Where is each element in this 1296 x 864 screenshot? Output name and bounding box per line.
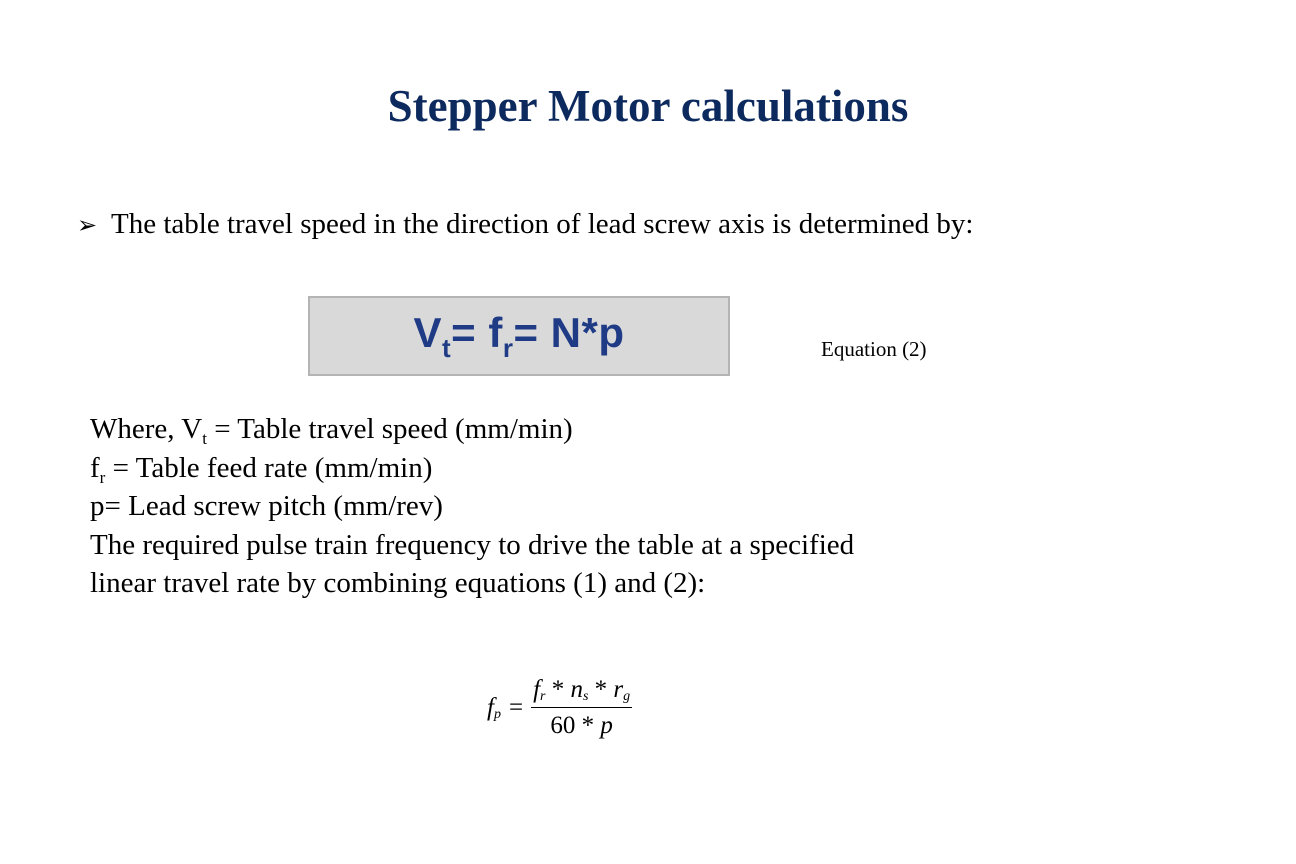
arrowhead-bullet-icon: ➢ [77,213,98,239]
formula-denominator: 60 * p [550,712,613,739]
explanation-line-2: linear travel rate by combining equations (1) and (2): [90,567,706,599]
slide-title: Stepper Motor calculations [387,81,909,131]
bullet-point [77,208,1227,241]
equation-box [308,296,730,376]
pulse-frequency-formula [487,676,632,740]
formula-numerator: $f_r * n_s * r_g$ [531,676,632,708]
formula-fraction [531,676,632,740]
definitions-block [90,410,1040,603]
definition-feed-rate: $f_r$ = Table feed rate (mm/min) [90,451,433,487]
formula-equals: = [508,694,524,721]
bullet-text: The table travel speed in the direction of lead screw axis is determined by: [111,208,974,240]
equation-label: Equation (2) [821,337,927,361]
explanation-line-1: The required pulse train frequency to drive the table at a specified [90,528,855,561]
definition-table-speed: Where, $V_t$ = Table travel speed (mm/min) [90,413,573,448]
formula-lhs: $f_p$ [487,694,501,722]
equation-text: $V_t= f_r= N*p$ [413,308,625,363]
definition-pitch: p= Lead screw pitch (mm/rev) [90,490,443,522]
